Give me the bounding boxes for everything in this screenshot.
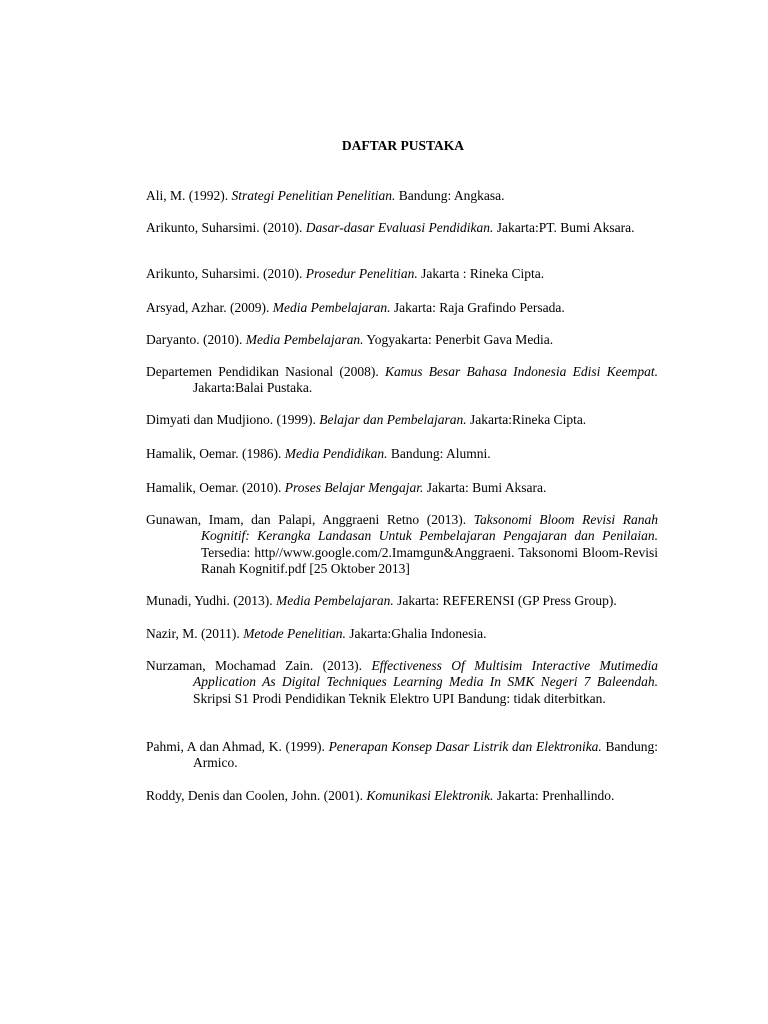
reference-author: Arsyad, Azhar. (2009). — [146, 300, 273, 315]
reference-entry — [146, 364, 658, 397]
reference-publisher: Bandung: Armico. — [193, 739, 658, 771]
reference-title: Prosedur Penelitian. — [305, 266, 418, 281]
reference-publisher: Skripsi S1 Prodi Pendidikan Teknik Elektro UPI Bandung: tidak diterbitkan. — [193, 690, 606, 706]
reference-title: Penerapan Konsep Dasar Listrik dan Elektronika. — [328, 739, 602, 754]
reference-publisher: Jakarta: Prenhallindo. — [493, 788, 615, 803]
reference-publisher: Bandung: Angkasa. — [395, 188, 505, 203]
reference-author: Hamalik, Oemar. (1986). — [146, 446, 285, 461]
reference-publisher: Jakarta:Ghalia Indonesia. — [345, 626, 487, 641]
reference-publisher: Yogyakarta: Penerbit Gava Media. — [363, 332, 554, 347]
reference-entry — [146, 332, 658, 348]
reference-title: Media Pembelajaran. — [276, 593, 394, 608]
reference-author: Roddy, Denis dan Coolen, John. (2001). — [146, 788, 367, 803]
reference-title: Dasar-dasar Evaluasi Pendidikan. — [305, 220, 494, 235]
reference-title: Kamus Besar Bahasa Indonesia Edisi Keempat. — [384, 364, 658, 379]
reference-publisher: Jakarta:Rineka Cipta. — [466, 412, 587, 427]
reference-publisher: Jakarta:Balai Pustaka. — [193, 380, 313, 396]
reference-author: Daryanto. (2010). — [146, 332, 246, 347]
reference-author: Hamalik, Oemar. (2010). — [146, 480, 285, 495]
reference-author: Nazir, M. (2011). — [146, 626, 244, 641]
reference-title: Media Pembelajaran. — [272, 300, 391, 315]
reference-entry — [146, 658, 658, 707]
reference-entry — [146, 739, 658, 772]
reference-author: Arikunto, Suharsimi. (2010). — [146, 220, 306, 235]
page-title: DAFTAR PUSTAKA — [341, 138, 465, 153]
reference-author: Nurzaman, Mochamad Zain. (2013). — [146, 658, 372, 673]
reference-entry — [146, 788, 658, 804]
reference-author: Gunawan, Imam, dan Palapi, Anggraeni Retno (2013). — [146, 512, 474, 527]
reference-entry — [146, 266, 658, 282]
reference-entry — [146, 626, 658, 642]
reference-entry — [146, 220, 658, 236]
reference-title: Komunikasi Elektronik. — [366, 788, 494, 803]
reference-title: Proses Belajar Mengajar. — [284, 480, 424, 495]
reference-entry — [146, 593, 658, 609]
reference-author: Departemen Pendidikan Nasional (2008). — [146, 364, 385, 379]
reference-title: Belajar dan Pembelajaran. — [319, 412, 467, 427]
reference-publisher: Jakarta: REFERENSI (GP Press Group). — [393, 593, 617, 608]
reference-entry — [146, 300, 658, 316]
reference-title: Media Pembelajaran. — [245, 332, 364, 347]
reference-title: Media Pendidikan. — [284, 446, 388, 461]
reference-publisher: Bandung: Alumni. — [387, 446, 491, 461]
reference-title: Taksonomi Bloom Revisi Ranah Kognitif: Kerangka Landasan Untuk Pembelajaran Pengajaran dan Penilaian. — [201, 512, 658, 544]
reference-publisher: Jakarta: Bumi Aksara. — [423, 480, 547, 495]
reference-publisher: Tersedia: http//www.google.com/2.Imamgun&Anggraeni. Taksonomi Bloom-Revisi Ranah Kognitif.pdf [25 Oktober 2013] — [201, 544, 658, 576]
reference-title: Strategi Penelitian Penelitian. — [231, 188, 396, 203]
reference-entry — [146, 480, 658, 496]
reference-entry — [146, 446, 658, 462]
reference-publisher: Jakarta:PT. Bumi Aksara. — [493, 220, 635, 235]
reference-author: Munadi, Yudhi. (2013). — [146, 593, 276, 608]
reference-entry — [146, 412, 658, 428]
reference-title: Effectiveness Of Multisim Interactive Mutimedia Application As Digital Techniques Learning Media In SMK Negeri 7 Baleendah. — [193, 658, 658, 690]
reference-author: Pahmi, A dan Ahmad, K. (1999). — [146, 739, 329, 754]
reference-publisher: Jakarta: Raja Grafindo Persada. — [390, 300, 565, 315]
reference-entry — [146, 512, 658, 577]
reference-author: Dimyati dan Mudjiono. (1999). — [146, 412, 320, 427]
reference-title: Metode Penelitian. — [243, 626, 346, 641]
reference-publisher: Jakarta : Rineka Cipta. — [417, 266, 545, 281]
reference-entry — [146, 188, 658, 204]
reference-author: Arikunto, Suharsimi. (2010). — [146, 266, 306, 281]
reference-author: Ali, M. (1992). — [146, 188, 232, 203]
